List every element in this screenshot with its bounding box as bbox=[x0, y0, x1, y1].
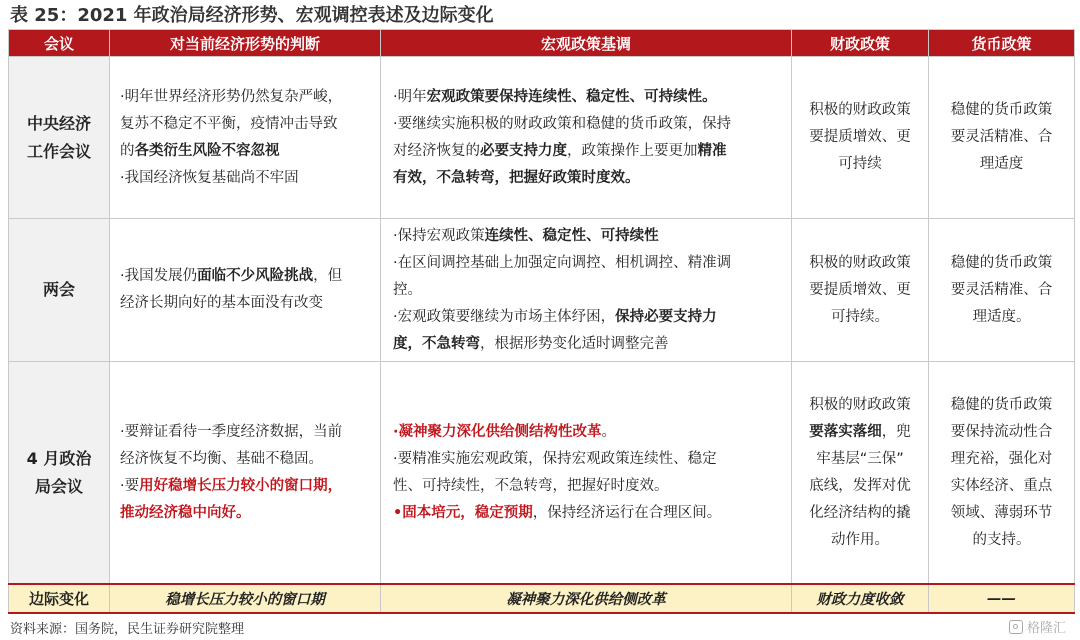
cell-line: 可持续 bbox=[838, 156, 882, 172]
cell-line: 可持续。 bbox=[831, 308, 889, 325]
table-title: 表 25：2021 年政治局经济形势、宏观调控表述及边际变化 bbox=[10, 5, 494, 26]
cell-line bbox=[120, 165, 368, 192]
fiscal-cell bbox=[792, 362, 929, 585]
bold-text: 要落实落细 bbox=[809, 423, 882, 440]
text-segment: ·我国发展仍 bbox=[120, 268, 198, 284]
cell-line: 局会议 bbox=[34, 476, 83, 496]
cell-line bbox=[800, 473, 920, 500]
cell-line bbox=[120, 84, 368, 111]
cell-line bbox=[120, 263, 368, 290]
text-segment: 性、可持续性，不急转弯，把握好时度效。 bbox=[393, 477, 669, 494]
cell-line: 4 月政治 bbox=[26, 448, 92, 468]
bold-text: 连续性、稳定性、可持续性 bbox=[484, 227, 659, 244]
marginal-fiscal: 财政力度收敛 bbox=[792, 584, 929, 613]
text-segment: 积极的财政政策 bbox=[809, 396, 911, 413]
meeting-cell bbox=[9, 219, 110, 362]
bold-text: 各类衍生风险不容忽视 bbox=[134, 142, 280, 159]
source-note: 资料来源：国务院，民生证券研究院整理 bbox=[10, 622, 245, 637]
table-row bbox=[9, 362, 1075, 585]
monetary-cell bbox=[929, 57, 1075, 219]
cell-line: 稳健的货币政策 bbox=[950, 254, 1053, 271]
text-segment: ，保持经济运行在合理区间。 bbox=[532, 504, 722, 521]
cell-line bbox=[120, 419, 368, 446]
cell-line bbox=[393, 331, 777, 358]
policy-cell bbox=[381, 57, 792, 219]
text-segment: ·宏观政策要继续为市场主体纾困， bbox=[393, 308, 616, 325]
cell-line: 稳健的货币政策 bbox=[950, 396, 1053, 413]
highlight-text: 推动经济稳中向好。 bbox=[120, 504, 251, 521]
cell-line: 要灵活精准、合 bbox=[950, 129, 1053, 145]
cell-line bbox=[800, 527, 920, 554]
cell-line: 两会 bbox=[42, 280, 75, 299]
cell-line bbox=[393, 500, 777, 527]
text-segment: 。 bbox=[601, 423, 617, 440]
cell-line: 领域、薄弱环节 bbox=[950, 504, 1053, 521]
cell-line bbox=[393, 165, 777, 192]
cell-line bbox=[800, 446, 920, 473]
header-monetary: 货币政策 bbox=[929, 30, 1075, 57]
text-segment: 经济长期向好的基本面没有改变 bbox=[120, 295, 323, 311]
header-policy: 宏观政策基调 bbox=[381, 30, 792, 57]
judgment-cell bbox=[110, 219, 381, 362]
cell-line bbox=[800, 500, 920, 527]
fiscal-cell bbox=[792, 219, 929, 362]
cell-line: 要提质增效、更 bbox=[809, 129, 911, 145]
highlight-text: 用好稳增长压力较小的窗口期， bbox=[139, 477, 343, 494]
marginal-monetary: —— bbox=[929, 584, 1075, 613]
cell-line bbox=[393, 446, 777, 473]
bold-text: 必要支持力度 bbox=[480, 142, 567, 159]
text-segment: 牢基层“三保” bbox=[816, 450, 904, 467]
bold-text: 保持必要支持力 bbox=[615, 308, 717, 325]
cell-line bbox=[120, 500, 368, 527]
policy-cell bbox=[381, 362, 792, 585]
text-segment: 动作用。 bbox=[831, 531, 889, 548]
cell-line bbox=[120, 138, 368, 165]
text-segment: ，根据形势变化适时调整完善 bbox=[480, 335, 669, 352]
header-fiscal: 财政政策 bbox=[792, 30, 929, 57]
text-segment: ，政策操作上要更加 bbox=[567, 142, 698, 159]
cell-line bbox=[393, 304, 777, 331]
text-segment: ·要精准实施宏观政策，保持宏观政策连续性、稳定 bbox=[393, 450, 717, 467]
marginal-change-row bbox=[9, 584, 1075, 613]
bold-text: 面临不少风险挑战 bbox=[197, 268, 314, 284]
cell-line bbox=[393, 84, 777, 111]
text-segment: ·保持宏观政策 bbox=[393, 227, 485, 244]
watermark-text: 格隆汇 bbox=[1026, 621, 1066, 636]
header-meeting: 会议 bbox=[9, 30, 110, 57]
text-segment: ，但 bbox=[313, 268, 343, 284]
marginal-policy: 凝神聚力深化供给侧改革 bbox=[381, 584, 792, 613]
cell-line: 要保持流动性合 bbox=[950, 423, 1053, 440]
cell-line bbox=[393, 111, 777, 138]
bold-text: 宏观政策要保持连续性、稳定性、可持续性。 bbox=[426, 88, 717, 105]
marginal-judgment: 稳增长压力较小的窗口期 bbox=[110, 584, 381, 613]
policy-cell bbox=[381, 219, 792, 362]
table-row bbox=[9, 57, 1075, 219]
monetary-cell bbox=[929, 362, 1075, 585]
cell-line bbox=[393, 138, 777, 165]
text-segment: ，兜 bbox=[881, 423, 911, 440]
cell-line: 积极的财政政策 bbox=[809, 254, 911, 271]
cell-line: 理适度。 bbox=[972, 308, 1031, 325]
text-segment: ·我国经济恢复基础尚不牢固 bbox=[120, 169, 299, 186]
judgment-cell bbox=[110, 362, 381, 585]
cell-line: 要灵活精准、合 bbox=[950, 281, 1053, 298]
policy-table bbox=[8, 29, 1075, 614]
cell-line bbox=[120, 290, 368, 317]
text-segment: 经济恢复不均衡、基础不稳固。 bbox=[120, 450, 323, 467]
meeting-cell bbox=[9, 57, 110, 219]
cell-line: 实体经济、重点 bbox=[950, 477, 1053, 494]
bold-text: 度，不急转弯 bbox=[393, 335, 480, 352]
text-segment: ·要 bbox=[120, 477, 140, 494]
cell-line bbox=[393, 419, 777, 446]
bold-text: 精准 bbox=[697, 142, 727, 159]
cell-line: 要提质增效、更 bbox=[809, 281, 911, 298]
header-judgment: 对当前经济形势的判断 bbox=[110, 30, 381, 57]
cell-line: 中央经济 bbox=[26, 113, 91, 133]
text-segment: ·在区间调控基础上加强定向调控、相机调控、精准调 bbox=[393, 254, 732, 271]
marginal-label: 边际变化 bbox=[9, 584, 110, 613]
watermark-logo-icon bbox=[1009, 620, 1023, 634]
text-segment: ·明年 bbox=[393, 88, 427, 105]
cell-line bbox=[120, 446, 368, 473]
text-segment: 底线，发挥对优 bbox=[809, 477, 911, 494]
cell-line: 理充裕，强化对 bbox=[950, 450, 1053, 467]
cell-line: 的支持。 bbox=[972, 531, 1031, 548]
table-row bbox=[9, 219, 1075, 362]
monetary-cell bbox=[929, 219, 1075, 362]
text-segment: 化经济结构的撬 bbox=[809, 504, 911, 521]
cell-line bbox=[393, 473, 777, 500]
cell-line: 理适度 bbox=[979, 156, 1024, 172]
judgment-cell bbox=[110, 57, 381, 219]
cell-line: 工作会议 bbox=[26, 141, 91, 161]
cell-line bbox=[120, 473, 368, 500]
cell-line bbox=[120, 111, 368, 138]
cell-line bbox=[800, 419, 920, 446]
meeting-cell bbox=[9, 362, 110, 585]
text-segment: 控。 bbox=[393, 281, 422, 298]
text-segment: 的 bbox=[120, 142, 135, 159]
cell-line bbox=[800, 392, 920, 419]
text-segment: ·要辩证看待一季度经济数据，当前 bbox=[120, 423, 343, 440]
cell-line bbox=[393, 277, 777, 304]
text-segment: 对经济恢复的 bbox=[393, 142, 480, 159]
text-segment: ·要继续实施积极的财政政策和稳健的货币政策，保持 bbox=[393, 115, 732, 132]
header-row bbox=[9, 30, 1075, 57]
cell-line bbox=[393, 223, 777, 250]
highlight-text: ·凝神聚力深化供给侧结构性改革 bbox=[393, 423, 602, 440]
cell-line: 积极的财政政策 bbox=[809, 102, 911, 118]
text-segment: 复苏不稳定不平衡，疫情冲击导致 bbox=[120, 115, 338, 132]
cell-line: 稳健的货币政策 bbox=[950, 102, 1053, 118]
text-segment: ·明年世界经济形势仍然复杂严峻， bbox=[120, 88, 343, 105]
watermark bbox=[1009, 617, 1066, 636]
cell-line bbox=[393, 250, 777, 277]
fiscal-cell bbox=[792, 57, 929, 219]
highlight-text: •固本培元，稳定预期 bbox=[393, 504, 533, 521]
bold-text: 有效，不急转弯，把握好政策时度效。 bbox=[393, 169, 640, 186]
